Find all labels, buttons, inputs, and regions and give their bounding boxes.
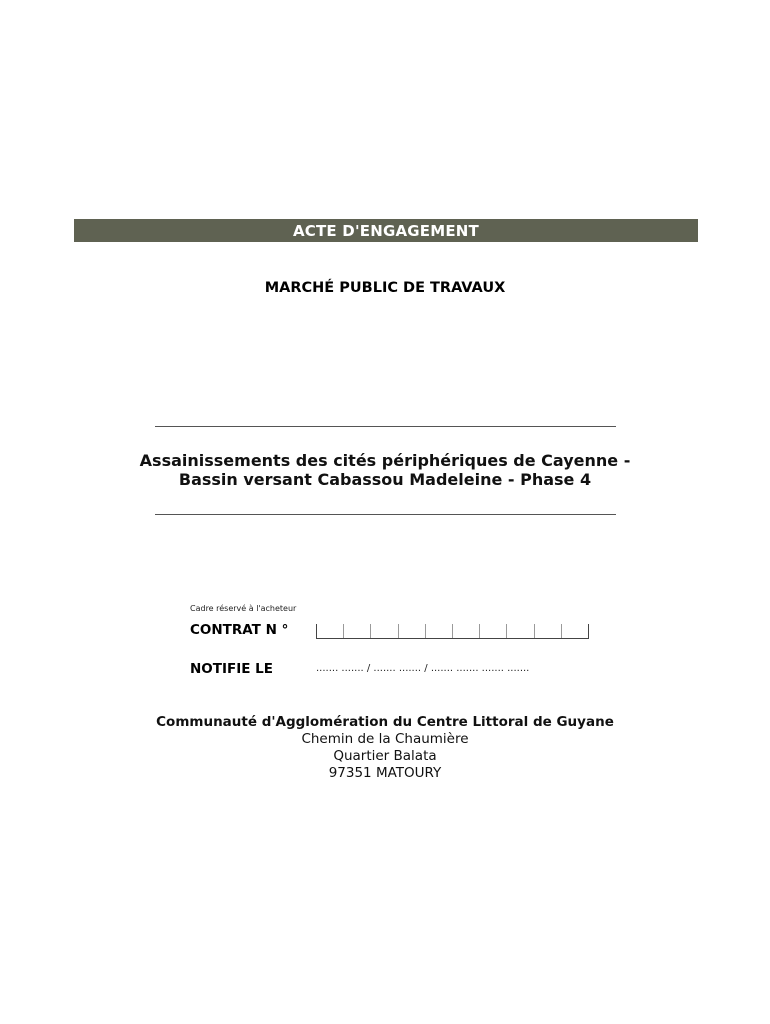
contract-digit-box (562, 624, 588, 638)
project-title (130, 451, 640, 489)
document-subtitle: MARCHÉ PUBLIC DE TRAVAUX (264, 280, 506, 296)
contract-digit-box (317, 624, 344, 638)
contract-number-label: CONTRAT N ° (190, 622, 289, 638)
buyer-street: Chemin de la Chaumière (301, 731, 469, 747)
contract-digit-box (453, 624, 480, 638)
contract-digit-box (344, 624, 371, 638)
contract-digit-box (480, 624, 507, 638)
buyer-district: Quartier Balata (333, 748, 437, 764)
contract-digit-box (399, 624, 426, 638)
title-top-rule (155, 426, 616, 427)
contract-digit-box (535, 624, 562, 638)
buyer-reserved-note: Cadre réservé à l'acheteur (190, 604, 297, 613)
project-title-line-1: Assainissements des cités périphériques de Cayenne - (139, 451, 631, 470)
buyer-postcode-city: 97351 MATOURY (328, 765, 442, 781)
contract-digit-box (371, 624, 398, 638)
contract-number-field[interactable] (316, 624, 589, 639)
title-bottom-rule (155, 514, 616, 515)
buyer-address-block (0, 714, 770, 782)
contract-digit-box (507, 624, 534, 638)
document-title-banner: ACTE D'ENGAGEMENT (74, 219, 698, 242)
buyer-organization: Communauté d'Agglomération du Centre Littoral de Guyane (156, 714, 614, 730)
contract-digit-box (426, 624, 453, 638)
project-title-line-2: Bassin versant Cabassou Madeleine - Phase 4 (178, 470, 592, 489)
notification-date-field[interactable]: ....... ....... / ....... ....... / ....... ....... ....... ....... (316, 663, 530, 674)
notification-date-label: NOTIFIE LE (190, 661, 273, 677)
